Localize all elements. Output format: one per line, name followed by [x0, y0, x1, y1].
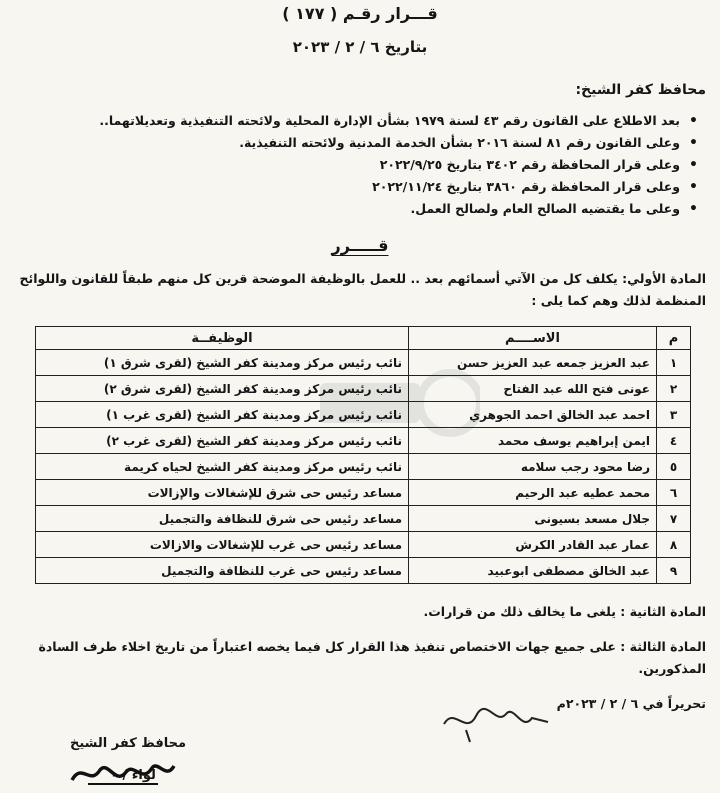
header-name: الاســــم — [409, 327, 657, 350]
table-row — [36, 532, 691, 558]
header-num: م — [657, 327, 691, 350]
row-job: نائب رئيس مركز ومدينة كفر الشيخ (لقرى شرق ١) — [36, 350, 409, 376]
initials-signature-icon — [436, 696, 556, 746]
decree-heading: قـــــرر — [331, 236, 389, 255]
table-row — [36, 376, 691, 402]
recital-item: • وعلى القانون رقم ٨١ لسنة ٢٠١٦ بشأن الخدمة المدنية ولائحته التنفيذية. — [18, 132, 698, 154]
recital-item: • وعلى ما يقتضيه الصالح العام ولصالح العمل. — [18, 198, 698, 220]
recitals-list — [18, 110, 698, 220]
table-header-row — [36, 327, 691, 350]
row-num: ٨ — [657, 532, 691, 558]
signature-title: محافظ كفر الشيخ — [70, 736, 187, 751]
row-job: نائب رئيس مركز ومدينة كفر الشيخ (لقرى غرب ١) — [36, 402, 409, 428]
staff-table — [35, 326, 691, 584]
table-row — [36, 428, 691, 454]
table-row — [36, 480, 691, 506]
table-row — [36, 506, 691, 532]
recital-item: • بعد الاطلاع على القانون رقم ٤٣ لسنة ١٩٧٩ بشأن الإدارة المحلية ولائحته التنفيذية وتعديلاتهما.. — [18, 110, 698, 132]
row-job: مساعد رئيس حى شرق للإشغالات والإزالات — [36, 480, 409, 506]
row-job: مساعد رئيس حى شرق للنظافة والتجميل — [36, 506, 409, 532]
row-num: ٤ — [657, 428, 691, 454]
table-row — [36, 454, 691, 480]
row-num: ٧ — [657, 506, 691, 532]
row-name: عمار عبد القادر الكرش — [409, 532, 657, 558]
row-name: محمد عطيه عبد الرحيم — [409, 480, 657, 506]
row-num: ٩ — [657, 558, 691, 584]
row-name: عونى فتح الله عبد الفتاح — [409, 376, 657, 402]
row-name: احمد عبد الخالق احمد الجوهري — [409, 402, 657, 428]
row-job: مساعد رئيس حى غرب للإشغالات والازالات — [36, 532, 409, 558]
article-3: المادة الثالثة : على جميع جهات الاختصاص تنفيذ هذا القرار كل فيما يخصه اعتباراً من تاريخ اخلاء طرف السادة المذكورين. — [38, 639, 706, 676]
recital-item: • وعلى قرار المحافظة رقم ٣٨٦٠ بتاريخ ٢٠٢٢/١١/٢٤ — [18, 176, 698, 198]
decree-date: بتاريخ ٦ / ٢ / ٢٠٢٣ — [292, 38, 428, 56]
row-name: عبد العزيز جمعه عبد العزيز حسن — [409, 350, 657, 376]
decree-title: قـــرار رقـم ( ١٧٧ ) — [282, 4, 438, 23]
row-name: رضا محود رجب سلامه — [409, 454, 657, 480]
article-2: المادة الثانية : يلغى ما يخالف ذلك من قرارات. — [423, 604, 706, 619]
row-job: نائب رئيس مركز ومدينة كفر الشيخ (لقرى غرب ٢) — [36, 428, 409, 454]
issued-date: تحريراً في ٦ / ٢ / ٢٠٢٣م — [556, 696, 706, 711]
table-row — [36, 402, 691, 428]
row-num: ٢ — [657, 376, 691, 402]
article-1: المادة الأولي: يكلف كل من الآتي أسمائهم بعد .. للعمل بالوظيفة الموضحة قرين كل منهم طبقاً للقانون واللوائح المنظمة لذلك وهم كما يلى : — [19, 271, 706, 308]
governor-heading: محافظ كفر الشيخ: — [575, 82, 706, 98]
row-job: نائب رئيس مركز ومدينة كفر الشيخ (لقرى شرق ٢) — [36, 376, 409, 402]
governor-signature-icon — [68, 756, 178, 790]
table-row — [36, 558, 691, 584]
table-row — [36, 350, 691, 376]
row-name: ايمن إبراهيم يوسف محمد — [409, 428, 657, 454]
row-job: مساعد رئيس حى غرب للنظافة والتجميل — [36, 558, 409, 584]
row-num: ٦ — [657, 480, 691, 506]
row-name: عبد الخالق مصطفى ابوعبيد — [409, 558, 657, 584]
row-num: ١ — [657, 350, 691, 376]
recital-item: • وعلى قرار المحافظة رقم ٣٤٠٢ بتاريخ ٢٠٢٢/٩/٢٥ — [18, 154, 698, 176]
row-job: نائب رئيس مركز ومدينة كفر الشيخ لحياه كريمة — [36, 454, 409, 480]
signature-rank: لواء / ٠ — [110, 768, 156, 783]
row-name: جلال مسعد بسيونى — [409, 506, 657, 532]
row-num: ٥ — [657, 454, 691, 480]
header-job: الوظيفــة — [36, 327, 409, 350]
row-num: ٣ — [657, 402, 691, 428]
